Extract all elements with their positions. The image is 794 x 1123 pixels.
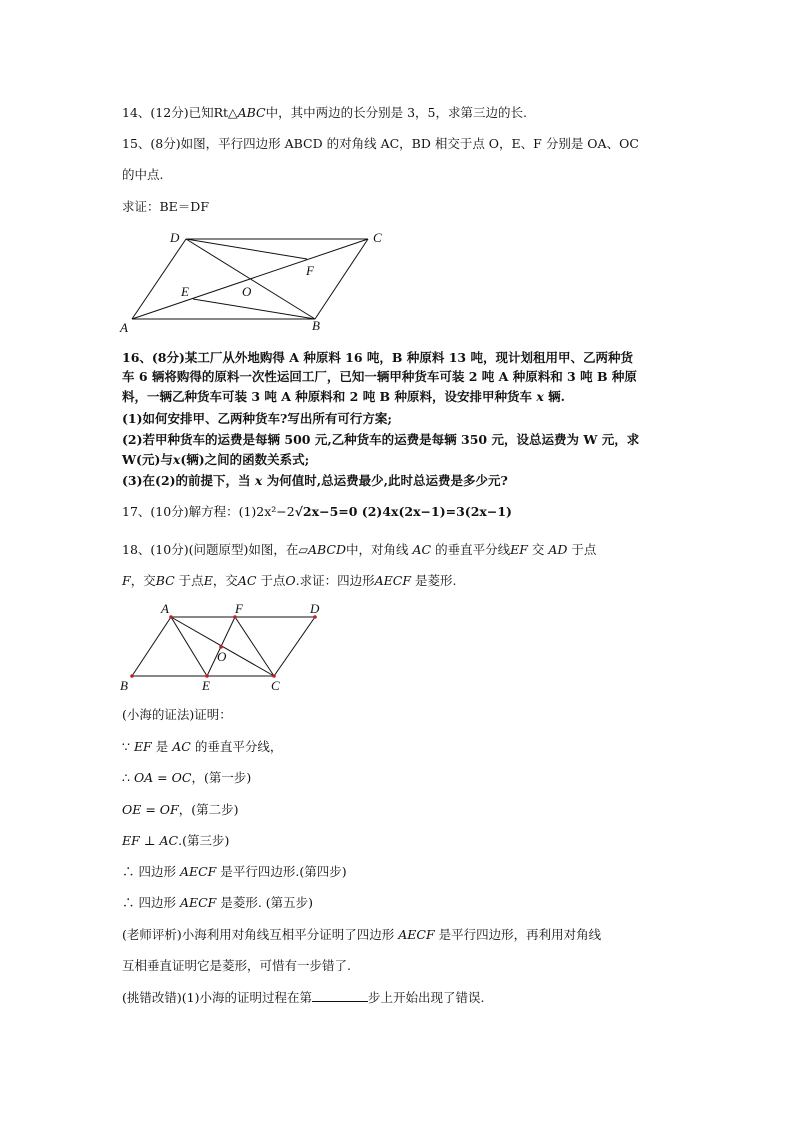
q18-l2-l: 是菱形. xyxy=(415,573,457,588)
q18-step1 xyxy=(122,769,251,787)
q18-l1-g: 交 xyxy=(531,542,545,557)
q18-label-O: O xyxy=(217,649,227,664)
q18-eval-b: AECF xyxy=(398,927,435,942)
q18-l1-h: AD xyxy=(548,542,568,557)
q15-label-E: E xyxy=(181,284,189,299)
q16-sub2-pre: W(元)与 xyxy=(122,452,173,467)
q16-sub3-post: 为何值时,总运费最少,此时总运费是多少元? xyxy=(266,473,508,488)
q18-label-F: F xyxy=(235,601,243,616)
q18-fix-a: (挑错改错)(1)小海的证明过程在第 xyxy=(122,990,312,1005)
q18-s0-a: ∵ xyxy=(122,739,130,754)
q18-l1-f: EF xyxy=(510,542,528,557)
q18-s0-b: EF xyxy=(133,739,152,754)
q18-label-E: E xyxy=(202,678,210,693)
q18-line2 xyxy=(122,572,457,590)
q16-line3-post: 辆. xyxy=(548,389,566,404)
q16-sub2-line2 xyxy=(122,451,309,469)
q15-prove: 求证：BE＝DF xyxy=(122,199,210,214)
q18-s2-b: ，(第二步) xyxy=(178,802,239,817)
answer-blank[interactable] xyxy=(312,989,368,1002)
q18-line1 xyxy=(122,541,596,559)
q18-eval-line1 xyxy=(122,926,601,944)
q18-l2-j: .求证：四边形 xyxy=(295,573,375,588)
q18-step4 xyxy=(122,863,347,881)
q18-eval-a: (老师评析)小海利用对角线互相平分证明了四边形 xyxy=(122,927,395,942)
q18-step3 xyxy=(122,832,229,850)
q17-rest: x−5=0 (2)4x(2x−1)=3(2x−1) xyxy=(311,504,512,519)
q16-line2: 车 6 辆将购得的原料一次性运回工厂，已知一辆甲种货车可装 2 吨 A 种原料和 3 吨 B 种原 xyxy=(122,369,637,384)
q18-l2-h: 于点 xyxy=(260,573,286,588)
q18-l2-e: E xyxy=(203,573,213,588)
q18-label-D: D xyxy=(310,601,320,616)
q18-s3-a: EF ⊥ AC xyxy=(122,833,179,848)
q15-label-D: D xyxy=(170,230,180,245)
q18-l2-c: BC xyxy=(155,573,175,588)
q18-l2-g: AC xyxy=(237,573,257,588)
q18-l1-a: 18、(10分)(问题原型)如图，在 xyxy=(122,542,299,557)
q18-eval-c: 是平行四边形，再利用对角线 xyxy=(438,927,602,942)
q18-s1-b: OA = OC xyxy=(133,770,192,785)
q18-l2-f: ，交 xyxy=(212,573,238,588)
q18-s4-b: AECF xyxy=(179,864,217,879)
q14-post: 中，其中两边的长分别是 3，5，求第三边的长. xyxy=(265,105,527,120)
q15-line1: 15、(8分)如图，平行四边形 ABCD 的对角线 AC，BD 相交于点 O，E、F 分别是 OA、OC xyxy=(122,136,639,151)
q15-line2: 的中点. xyxy=(122,167,164,182)
q18-proof-title: (小海的证法)证明： xyxy=(122,707,232,722)
q16-line1: 16、(8分)某工厂从外地购得 A 种原料 16 吨，B 种原料 13 吨，现计划租用甲、乙两种货 xyxy=(122,350,633,365)
q16-sub3 xyxy=(122,472,508,490)
q18-eval-line2: 互相垂直证明它是菱形，可惜有一步错了. xyxy=(122,958,351,973)
q18-l1-e: 的垂直平分线 xyxy=(435,542,511,557)
q18-s5-c: 是菱形. (第五步) xyxy=(220,895,314,910)
q15-label-O: O xyxy=(242,284,252,299)
q16-sub3-var: x xyxy=(254,473,263,488)
q18-fix-b: 步上开始出现了错误. xyxy=(367,990,485,1005)
q16-line3 xyxy=(122,388,565,406)
q18-l1-c: 中，对角线 xyxy=(345,542,409,557)
q18-s3-b: .(第三步) xyxy=(178,833,230,848)
q16-sub3-pre: (3)在(2)的前提下，当 xyxy=(122,473,251,488)
q16-line3-pre: 料，一辆乙种货车可装 3 吨 A 种原料和 2 吨 B 种原料，设安排甲种货车 xyxy=(122,389,532,404)
q18-l2-i: O xyxy=(285,573,296,588)
q18-l2-k: AECF xyxy=(374,573,412,588)
q15-label-F: F xyxy=(306,263,314,278)
q18-s0-c: 是 xyxy=(155,739,169,754)
q15-label-C: C xyxy=(373,230,382,245)
q18-l2-a: F xyxy=(122,573,131,588)
q17-line xyxy=(122,503,512,521)
q18-l2-b: ，交 xyxy=(130,573,156,588)
q15-parallelogram-figure xyxy=(110,225,400,340)
q18-fix-line xyxy=(122,989,484,1007)
q16-sub2-line1: (2)若甲种货车的运费是每辆 500 元,乙种货车的运费是每辆 350 元，设总运费为 W 元，求 xyxy=(122,432,640,447)
q15-label-A: A xyxy=(120,320,128,335)
q16-sub1: (1)如何安排甲、乙两种货车?写出所有可行方案; xyxy=(122,411,392,426)
q16-sub2-var: x xyxy=(172,452,181,467)
q18-s5-a: ∴ 四边形 xyxy=(122,895,176,910)
q18-l1-i: 于点 xyxy=(571,542,597,557)
q18-s2-a: OE = OF xyxy=(122,802,179,817)
q14-line xyxy=(122,104,527,122)
q17-root: √2 xyxy=(294,504,312,519)
q18-l1-b: ▱ABCD xyxy=(298,542,346,557)
q18-l2-d: 于点 xyxy=(178,573,204,588)
q14-triangle: △ABC xyxy=(228,105,266,120)
q18-s1-a: ∴ xyxy=(122,770,130,785)
q18-s0-e: 的垂直平分线， xyxy=(194,739,283,754)
q18-label-A: A xyxy=(161,601,169,616)
q14-pre: 14、(12分)已知Rt xyxy=(122,105,228,120)
q18-step2 xyxy=(122,801,238,819)
q18-s4-a: ∴ 四边形 xyxy=(122,864,176,879)
q16-sub2-post: (辆)之间的函数关系式; xyxy=(180,452,310,467)
q18-label-B: B xyxy=(120,678,128,693)
q18-rhombus-figure xyxy=(114,600,334,698)
q16-line3-var: x xyxy=(536,389,544,404)
q17-pre: 17、(10分)解方程：(1)2x²−2 xyxy=(122,504,295,519)
q18-l1-d: AC xyxy=(412,542,432,557)
q18-label-C: C xyxy=(271,678,280,693)
q18-s4-c: 是平行四边形.(第四步) xyxy=(220,864,347,879)
q18-s0-d: AC xyxy=(172,739,191,754)
q18-s1-c: ，(第一步) xyxy=(191,770,252,785)
q15-label-B: B xyxy=(312,318,320,333)
q18-s5-b: AECF xyxy=(179,895,217,910)
q18-step0 xyxy=(122,738,282,756)
q18-step5 xyxy=(122,894,313,912)
